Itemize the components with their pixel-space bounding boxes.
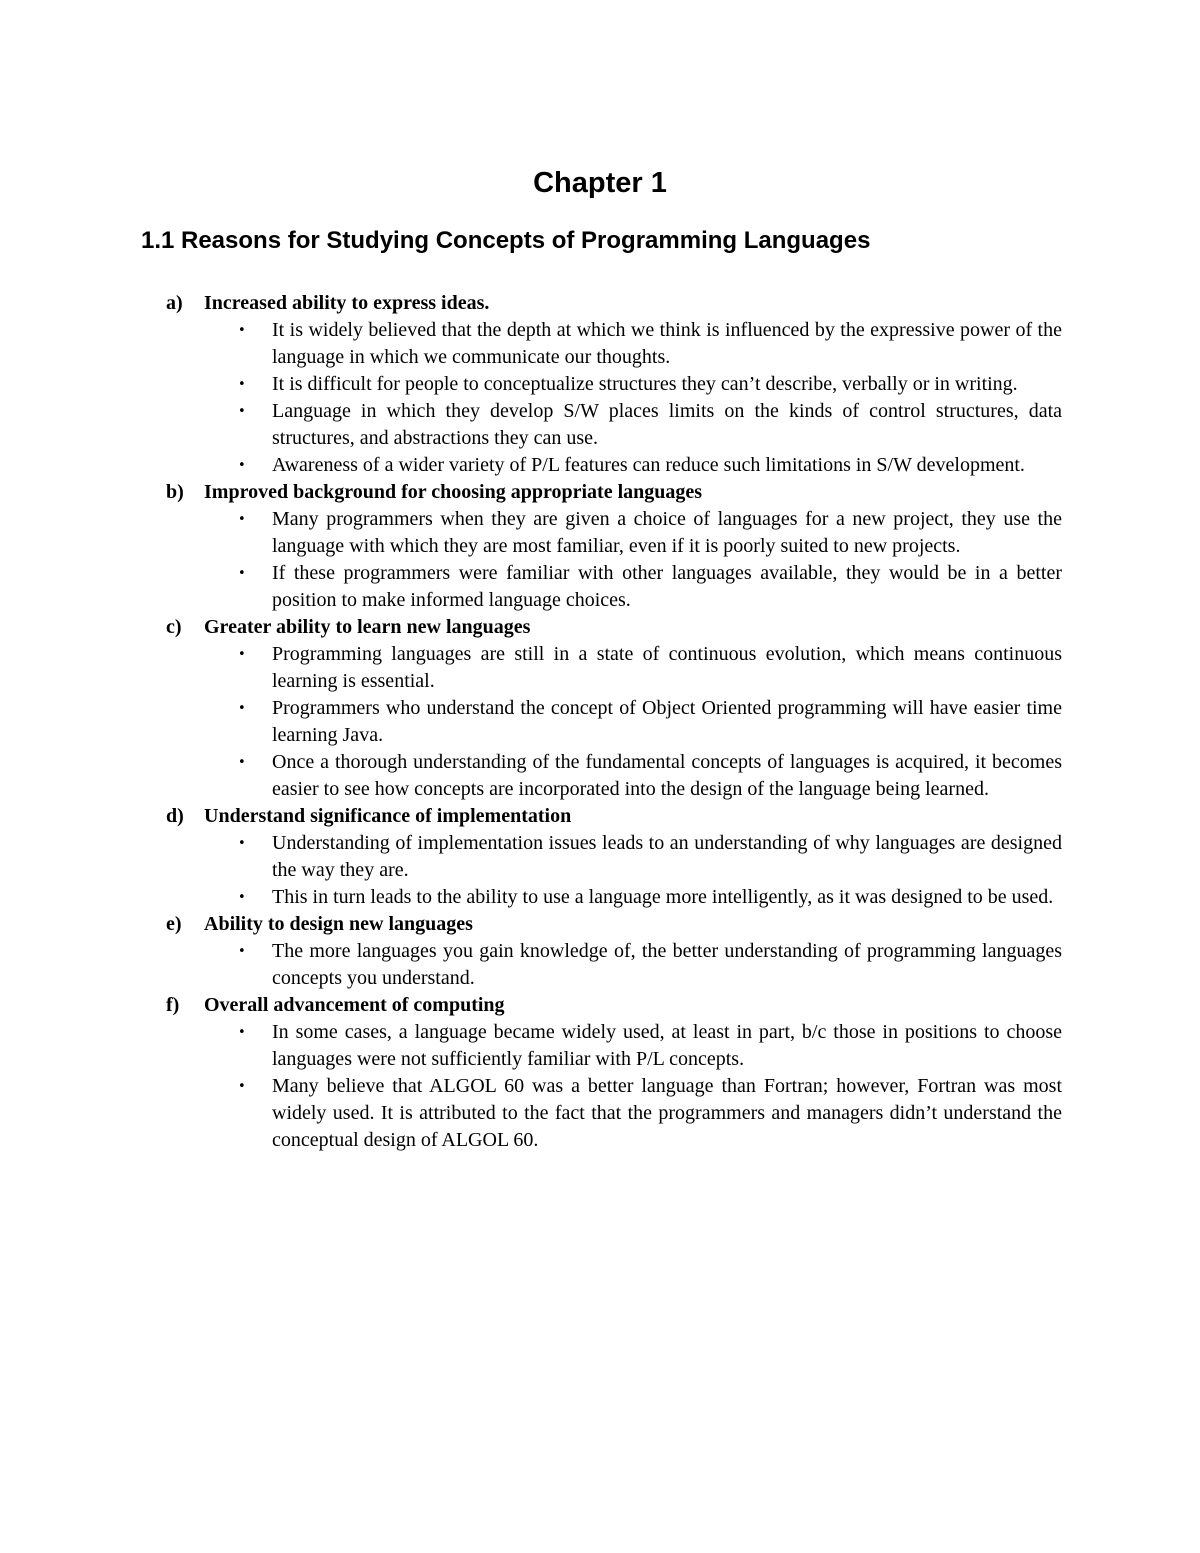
bullet-dot-icon: •: [238, 458, 246, 473]
bullet-list: [166, 641, 1062, 803]
bullet-item: [166, 371, 1062, 398]
bullet-text: Understanding of implementation issues leads to an understanding of why languages are designed the way they are.: [272, 832, 1062, 881]
reason-heading: Increased ability to express ideas.: [204, 292, 490, 314]
bullet-dot-icon: •: [238, 890, 246, 905]
bullet-text: It is difficult for people to conceptualize structures they can’t describe, verbally or in writing.: [272, 373, 1018, 395]
bullet-item: [166, 452, 1062, 479]
reason-block: [166, 479, 1062, 614]
bullet-dot-icon: •: [238, 944, 246, 959]
bullet-text: It is widely believed that the depth at which we think is influenced by the expressive power of the language in which we communicate our thoughts.: [272, 319, 1062, 368]
bullet-text: Programming languages are still in a state of continuous evolution, which means continuous learning is essential.: [272, 643, 1062, 692]
bullet-dot-icon: •: [238, 647, 246, 662]
reason-heading-row: [166, 614, 1062, 641]
reason-letter: b): [166, 481, 184, 503]
bullet-text: The more languages you gain knowledge of, the better understanding of programming languages concepts you understand.: [272, 940, 1062, 989]
bullet-item: [166, 398, 1062, 452]
bullet-dot-icon: •: [238, 755, 246, 770]
bullet-item: [166, 695, 1062, 749]
bullet-item: [166, 560, 1062, 614]
bullet-dot-icon: •: [238, 1079, 246, 1094]
bullet-item: [166, 1073, 1062, 1154]
bullet-dot-icon: •: [238, 1025, 246, 1040]
reason-letter: e): [166, 913, 182, 935]
bullet-item: [166, 1019, 1062, 1073]
bullet-dot-icon: •: [238, 404, 246, 419]
bullet-list: [166, 938, 1062, 992]
bullet-dot-icon: •: [238, 377, 246, 392]
reason-block: [166, 803, 1062, 911]
reason-letter: d): [166, 805, 184, 827]
reason-heading: Greater ability to learn new languages: [204, 616, 531, 638]
bullet-list: [166, 506, 1062, 614]
bullet-dot-icon: •: [238, 512, 246, 527]
bullet-text: Many programmers when they are given a choice of languages for a new project, they use the language with which they are most familiar, even if it is poorly suited to new projects.: [272, 508, 1062, 557]
section-title: [141, 223, 1141, 259]
bullet-dot-icon: •: [238, 566, 246, 581]
reason-block: [166, 614, 1062, 803]
bullet-text: This in turn leads to the ability to use a language more intelligently, as it was designed to be used.: [272, 886, 1054, 908]
bullet-text: If these programmers were familiar with other languages available, they would be in a better position to make informed language choices.: [272, 562, 1062, 611]
bullet-list: [166, 1019, 1062, 1154]
bullet-item: [166, 830, 1062, 884]
bullet-item: [166, 749, 1062, 803]
bullet-text: Language in which they develop S/W places limits on the kinds of control structures, data structures, and abstractions they can use.: [272, 400, 1062, 449]
bullet-dot-icon: •: [238, 836, 246, 851]
reason-heading: Improved background for choosing appropriate languages: [204, 481, 703, 503]
bullet-item: [166, 884, 1062, 911]
reason-letter: a): [166, 292, 183, 314]
bullet-item: [166, 938, 1062, 992]
bullet-item: [166, 641, 1062, 695]
bullet-dot-icon: •: [238, 701, 246, 716]
bullet-dot-icon: •: [238, 323, 246, 338]
bullet-text: Awareness of a wider variety of P/L features can reduce such limitations in S/W development.: [272, 454, 1025, 476]
reason-heading-row: [166, 992, 1062, 1019]
bullet-list: [166, 317, 1062, 479]
reason-heading-row: [166, 290, 1062, 317]
section-number: 1.1: [141, 227, 175, 254]
reason-block: [166, 992, 1062, 1154]
reason-heading-row: [166, 911, 1062, 938]
bullet-text: Once a thorough understanding of the fundamental concepts of languages is acquired, it becomes easier to see how concepts are incorporated into the design of the language being learned.: [272, 751, 1062, 800]
reason-heading: Overall advancement of computing: [204, 994, 505, 1016]
chapter-title: Chapter 1: [533, 167, 667, 199]
reason-block: [166, 911, 1062, 992]
reason-heading-row: [166, 803, 1062, 830]
bullet-text: In some cases, a language became widely used, at least in part, b/c those in positions to choose languages were not sufficiently familiar with P/L concepts.: [272, 1021, 1062, 1070]
reason-block: [166, 290, 1062, 479]
bullet-text: Programmers who understand the concept of Object Oriented programming will have easier time learning Java.: [272, 697, 1062, 746]
reasons-list: [166, 290, 1062, 1154]
reason-letter: c): [166, 616, 182, 638]
section-heading: Reasons for Studying Concepts of Programming Languages: [181, 227, 871, 254]
bullet-text: Many believe that ALGOL 60 was a better language than Fortran; however, Fortran was most widely used. It is attributed to the fact that the programmers and managers didn’t understand the conceptual design of ALGOL 60.: [272, 1075, 1062, 1151]
reason-heading: Ability to design new languages: [204, 913, 473, 935]
bullet-item: [166, 506, 1062, 560]
reason-letter: f): [166, 994, 180, 1016]
bullet-list: [166, 830, 1062, 911]
reason-heading: Understand significance of implementation: [204, 805, 572, 827]
bullet-item: [166, 317, 1062, 371]
reason-heading-row: [166, 479, 1062, 506]
